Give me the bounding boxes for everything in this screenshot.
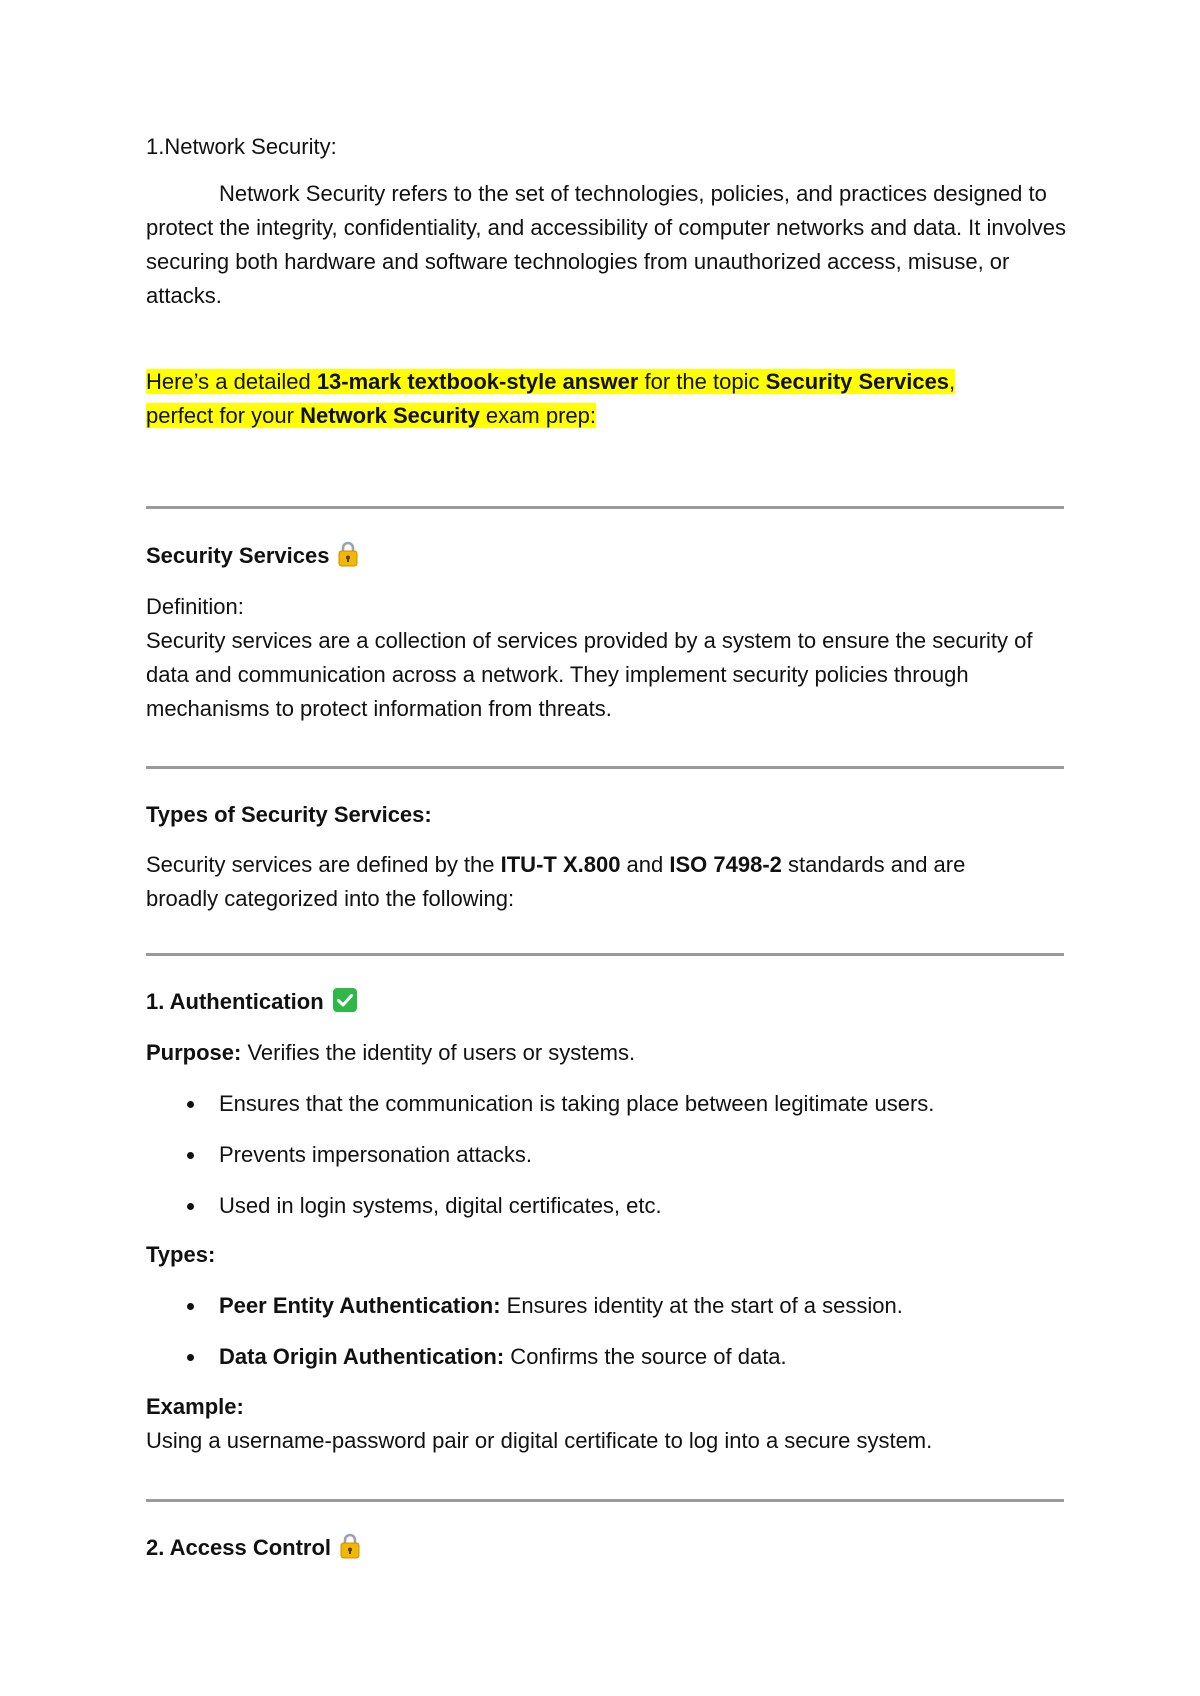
- highlight-bold-2: Security Services: [765, 369, 950, 394]
- section-heading: 1.Network Security:: [146, 134, 337, 159]
- highlight-text-3: ,: [949, 369, 956, 394]
- highlight-note: [146, 365, 1066, 433]
- purpose-text: Verifies the identity of users or systems.: [241, 1040, 636, 1065]
- security-services-title-text: Security Services: [146, 543, 330, 568]
- purpose-label: Purpose:: [146, 1040, 242, 1065]
- authentication-title-text: 1. Authentication: [146, 989, 324, 1014]
- types-intro-standard-1: ITU-T X.800: [500, 852, 621, 877]
- authentication-bullet-list: [146, 1087, 1066, 1240]
- list-item: [146, 1189, 1066, 1223]
- access-control-title-text: 2. Access Control: [146, 1535, 332, 1560]
- highlight-text-1: Here’s a detailed: [146, 369, 317, 394]
- example-text: Using a username-password pair or digital certificate to log into a secure system.: [146, 1428, 933, 1453]
- check-mark-icon: [332, 987, 358, 1023]
- definition-text: Security services are a collection of services provided by a system to ensure the security of data and communication across a network. They implement security policies through mechanisms to protect information from threats.: [146, 628, 1033, 721]
- list-item: [146, 1340, 1066, 1374]
- highlight-text-2: for the topic: [638, 369, 766, 394]
- security-services-title: [146, 539, 1066, 577]
- authentication-title: [146, 985, 1066, 1023]
- horizontal-rule: [146, 766, 1064, 769]
- highlight-text-5: exam prep:: [479, 403, 596, 428]
- type-label: Data Origin Authentication:: [219, 1344, 505, 1369]
- list-item: [146, 1289, 1066, 1323]
- types-label: Types:: [146, 1242, 216, 1267]
- bullet-dot: [187, 1354, 194, 1361]
- list-item-text: Ensures that the communication is taking place between legitimate users.: [219, 1091, 935, 1116]
- list-item: [146, 1138, 1066, 1172]
- example-label: Example:: [146, 1394, 244, 1419]
- horizontal-rule: [146, 953, 1064, 956]
- type-label: Peer Entity Authentication:: [219, 1293, 501, 1318]
- bullet-dot: [187, 1303, 194, 1310]
- highlight-bold-1: 13-mark textbook-style answer: [316, 369, 639, 394]
- list-item-text: Prevents impersonation attacks.: [219, 1142, 533, 1167]
- types-intro-text-2: and: [620, 852, 670, 877]
- list-item-text: Used in login systems, digital certificates, etc.: [219, 1193, 662, 1218]
- authentication-purpose: [146, 1036, 1066, 1070]
- types-intro-standard-2: ISO 7498-2: [669, 852, 782, 877]
- horizontal-rule: [146, 506, 1064, 509]
- lock-icon: [339, 1533, 361, 1569]
- definition-label: Definition:: [146, 594, 244, 619]
- types-intro-text-3: standards and are: [781, 852, 966, 877]
- bullet-dot: [187, 1203, 194, 1210]
- bullet-dot: [187, 1152, 194, 1159]
- lock-icon: [337, 541, 359, 577]
- access-control-title: [146, 1531, 1066, 1569]
- intro-paragraph: Network Security refers to the set of technologies, policies, and practices designed to protect the integrity, confidentiality, and accessibility of computer networks and data. It involves securing both hardware and software technologies from unauthorized access, misuse, or attacks.: [146, 181, 1066, 308]
- highlight-bold-3: Network Security: [300, 403, 480, 428]
- types-intro-text-4: broadly categorized into the following:: [146, 886, 515, 911]
- authentication-types-list: [146, 1289, 1066, 1391]
- horizontal-rule: [146, 1499, 1064, 1502]
- types-section-intro: [146, 848, 1066, 916]
- list-item: [146, 1087, 1066, 1121]
- type-text: Ensures identity at the start of a session.: [500, 1293, 903, 1318]
- types-section-title: Types of Security Services:: [146, 802, 432, 827]
- bullet-dot: [187, 1101, 194, 1108]
- highlight-text-4: perfect for your: [146, 403, 301, 428]
- types-intro-text-1: Security services are defined by the: [146, 852, 501, 877]
- type-text: Confirms the source of data.: [504, 1344, 787, 1369]
